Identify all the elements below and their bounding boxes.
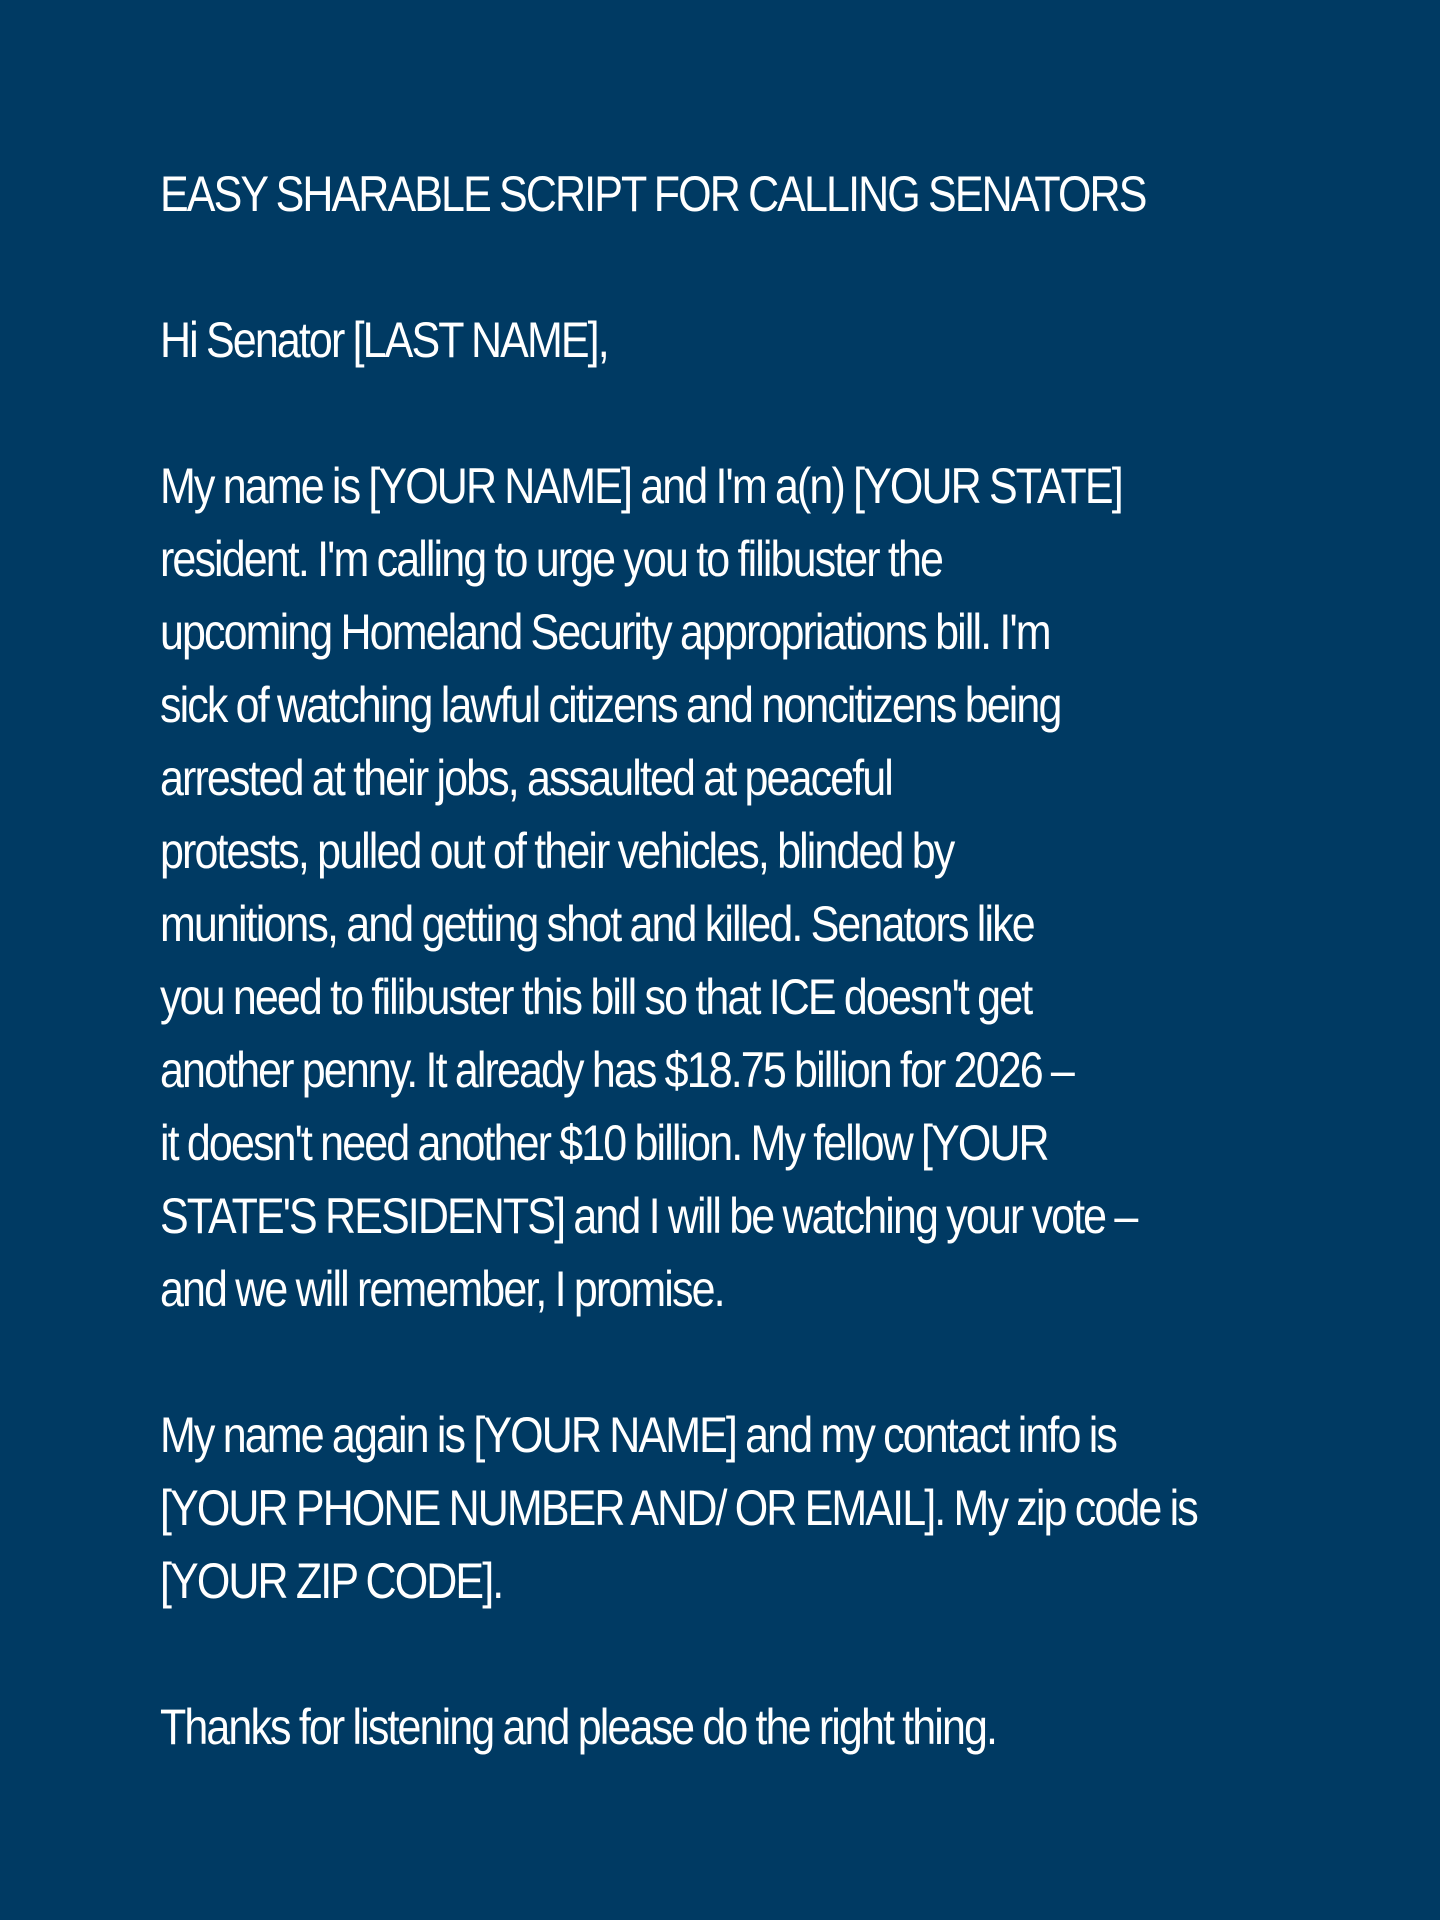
greeting-line: Hi Senator [LAST NAME],: [160, 312, 608, 368]
body-line: protests, pulled out of their vehicles, blinded by: [160, 823, 954, 879]
body-line: My name is [YOUR NAME] and I'm a(n) [YOUR STATE]: [160, 458, 1122, 514]
body-line: another penny. It already has $18.75 billion for 2026 –: [160, 1042, 1073, 1098]
body-line: and we will remember, I promise.: [160, 1261, 724, 1317]
body-line: munitions, and getting shot and killed. Senators like: [160, 896, 1034, 952]
contact-line: [YOUR ZIP CODE].: [160, 1553, 503, 1609]
closing-line: Thanks for listening and please do the right thing.: [160, 1699, 997, 1755]
script-text: [160, 158, 1278, 1764]
body-line: it doesn't need another $10 billion. My fellow [YOUR: [160, 1115, 1048, 1171]
body-line: upcoming Homeland Security appropriations bill. I'm: [160, 604, 1050, 660]
body-line: arrested at their jobs, assaulted at peaceful: [160, 750, 892, 806]
contact-line: [YOUR PHONE NUMBER AND/ OR EMAIL]. My zip code is: [160, 1480, 1197, 1536]
body-line: resident. I'm calling to urge you to filibuster the: [160, 531, 943, 587]
contact-line: My name again is [YOUR NAME] and my contact info is: [160, 1407, 1116, 1463]
paragraph-gap: [160, 377, 1278, 450]
main-paragraph: [160, 450, 1278, 1326]
body-line: sick of watching lawful citizens and noncitizens being: [160, 677, 1061, 733]
body-line: STATE'S RESIDENTS] and I will be watching your vote –: [160, 1188, 1137, 1244]
body-line: you need to filibuster this bill so that ICE doesn't get: [160, 969, 1032, 1025]
paragraph-gap: [160, 1618, 1278, 1691]
paragraph-gap: [160, 231, 1278, 304]
paragraph-gap: [160, 1326, 1278, 1399]
script-title: EASY SHARABLE SCRIPT FOR CALLING SENATORS: [160, 166, 1146, 222]
contact-paragraph: [160, 1399, 1278, 1618]
